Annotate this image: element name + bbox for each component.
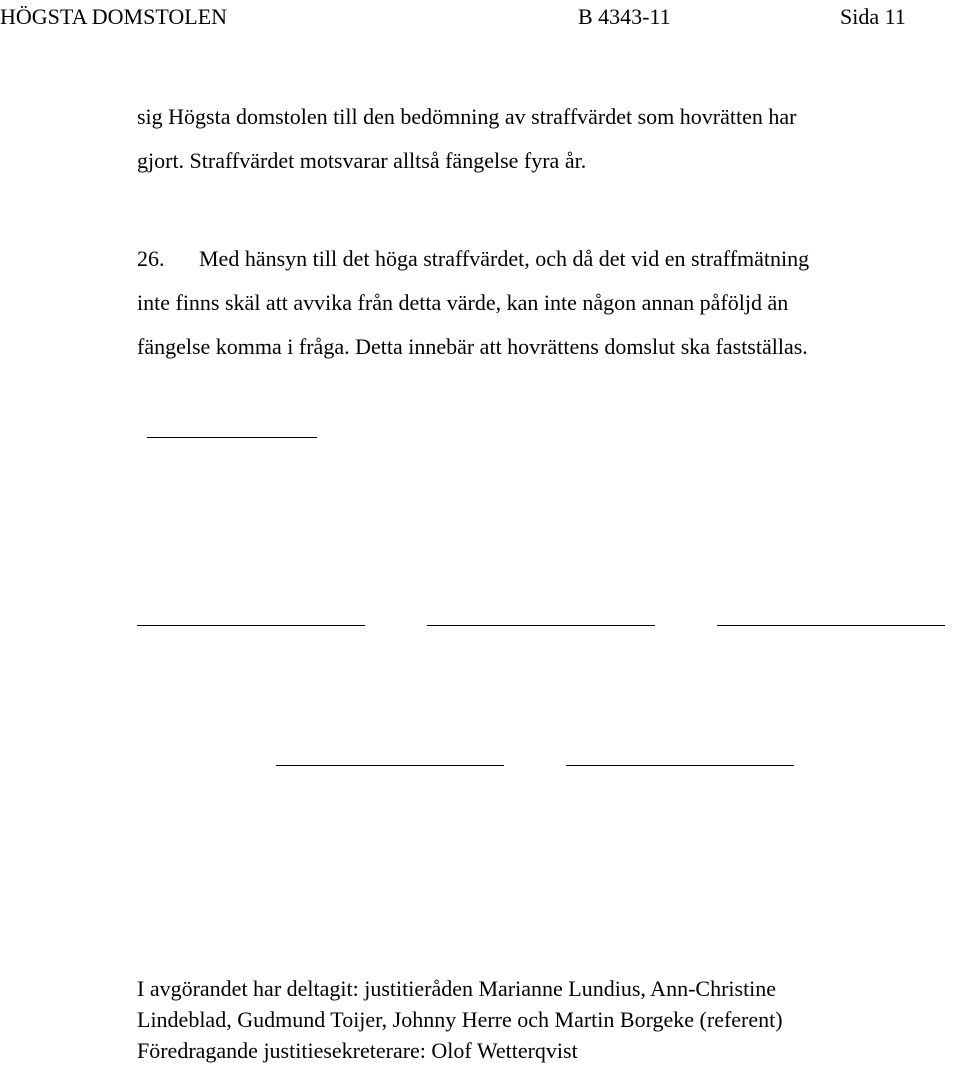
signature-line (276, 765, 504, 766)
signature-line (717, 625, 945, 626)
signature-line (566, 765, 794, 766)
case-number: B 4343-11 (578, 4, 671, 29)
separator-line (147, 437, 317, 438)
footer-line: Föredragande justitiesekreterare: Olof Wetterqvist (137, 1038, 578, 1063)
paragraph-first-line: Med hänsyn till det höga straffvärdet, och då det vid en straffmätning (199, 246, 810, 271)
footer-line: Lindeblad, Gudmund Toijer, Johnny Herre och Martin Borgeke (referent) (137, 1007, 783, 1032)
signature-line (427, 625, 655, 626)
footer-line: I avgörandet har deltagit: justitieråden Marianne Lundius, Ann-Christine (137, 976, 777, 1001)
paragraph-line: gjort. Straffvärdet motsvarar alltså fängelse fyra år. (137, 148, 587, 173)
signature-line (137, 625, 365, 626)
paragraph-line: inte finns skäl att avvika från detta värde, kan inte någon annan påföljd än (137, 290, 789, 315)
paragraph-continued (137, 95, 796, 183)
paragraph-number: 26. (137, 246, 165, 271)
page-number: Sida 11 (840, 4, 906, 29)
paragraph-line (137, 237, 809, 281)
paragraph-26 (137, 237, 809, 369)
paragraph-line: sig Högsta domstolen till den bedömning av straffvärdet som hovrätten har (137, 104, 797, 129)
paragraph-line: fängelse komma i fråga. Detta innebär att hovrättens domslut ska fastställas. (137, 334, 808, 359)
participants-note (137, 973, 783, 1066)
court-name: HÖGSTA DOMSTOLEN (0, 4, 228, 29)
